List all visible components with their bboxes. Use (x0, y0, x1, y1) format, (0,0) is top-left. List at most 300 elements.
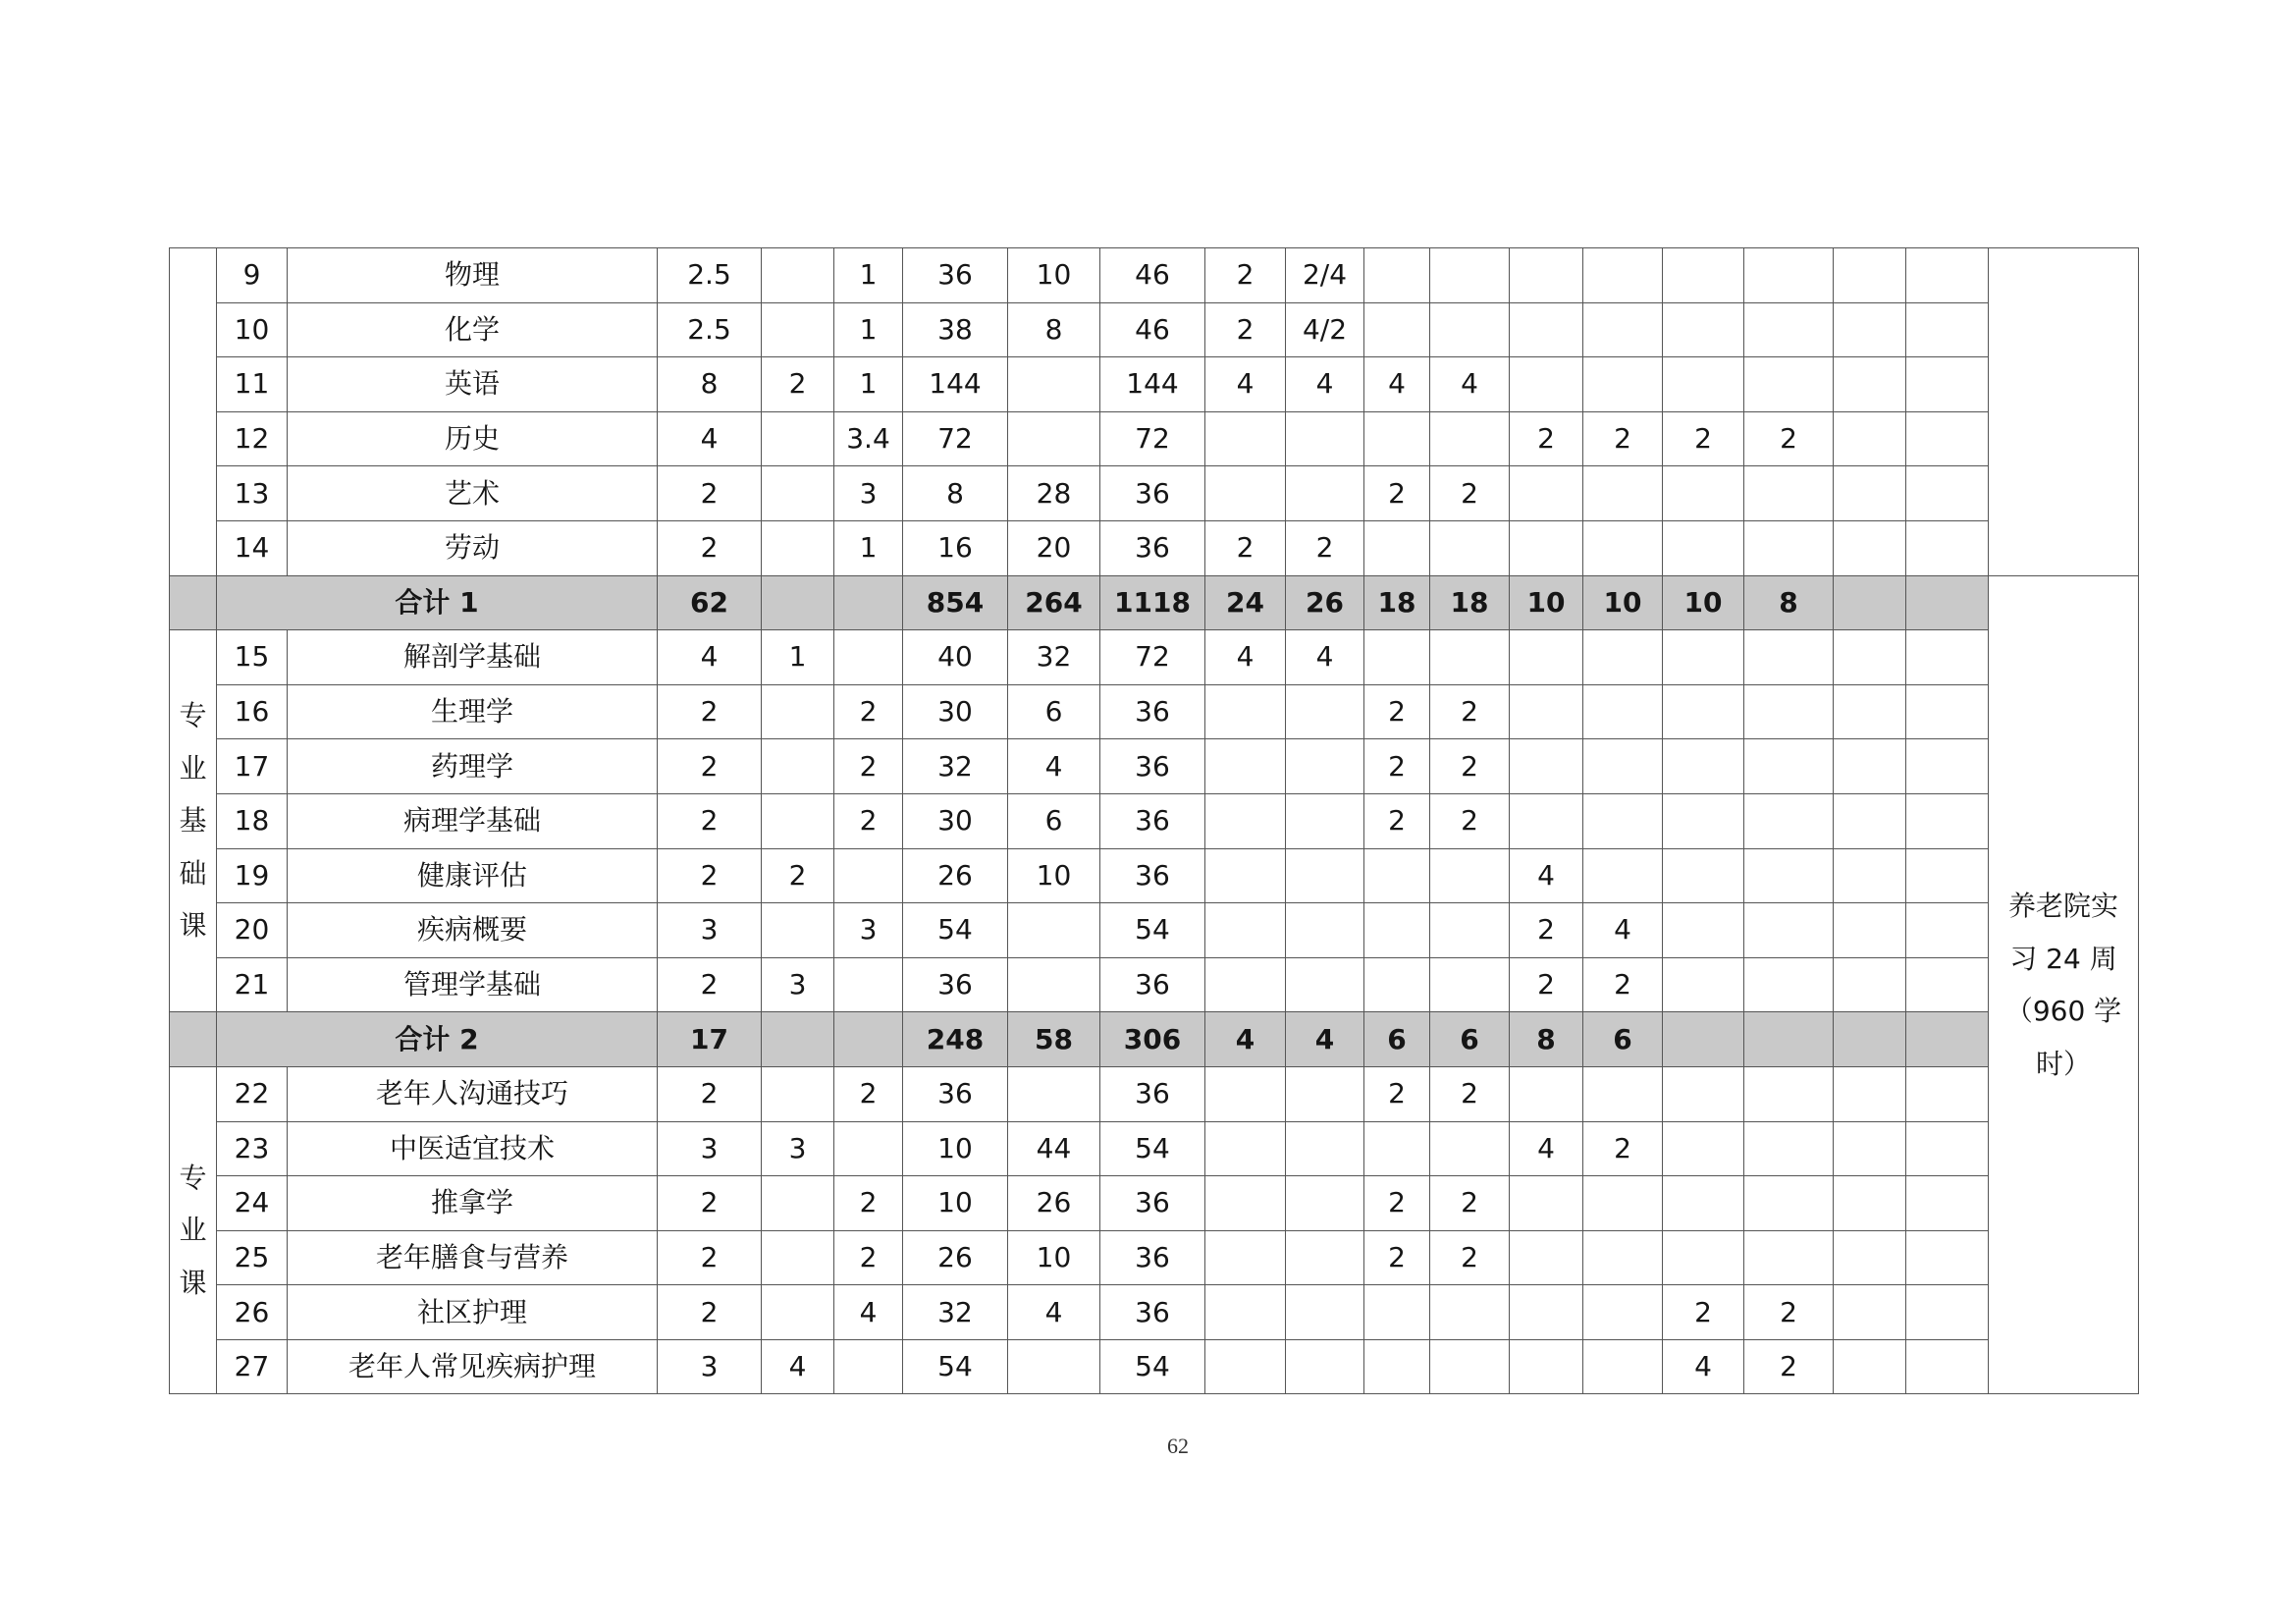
value-cell (762, 793, 834, 848)
value-cell (1906, 1285, 1989, 1340)
value-cell: 2 (658, 1230, 762, 1285)
value-cell: 2 (762, 357, 834, 412)
value-cell (762, 520, 834, 575)
value-cell (1744, 466, 1834, 521)
course-name: 社区护理 (288, 1285, 658, 1340)
value-cell (762, 1176, 834, 1231)
value-cell (1744, 739, 1834, 794)
value-cell: 28 (1008, 466, 1100, 521)
value-cell (1205, 903, 1286, 958)
value-cell: 10 (1008, 248, 1100, 303)
course-name: 历史 (288, 411, 658, 466)
course-name: 推拿学 (288, 1176, 658, 1231)
value-cell (1834, 1121, 1906, 1176)
subtotal-value (1834, 1012, 1906, 1067)
course-number: 9 (217, 248, 288, 303)
value-cell: 54 (1100, 1121, 1205, 1176)
value-cell (1205, 1121, 1286, 1176)
value-cell (1834, 630, 1906, 685)
subtotal-value: 10 (1663, 575, 1744, 630)
table-row (170, 630, 2139, 685)
value-cell: 2 (834, 684, 903, 739)
value-cell (1364, 1285, 1430, 1340)
course-number: 23 (217, 1121, 288, 1176)
value-cell (1510, 1339, 1583, 1394)
value-cell (1510, 739, 1583, 794)
value-cell: 6 (1008, 684, 1100, 739)
value-cell: 4 (1205, 630, 1286, 685)
value-cell (1834, 793, 1906, 848)
value-cell (1834, 357, 1906, 412)
value-cell: 1 (834, 520, 903, 575)
course-number: 26 (217, 1285, 288, 1340)
value-cell (1583, 793, 1663, 848)
value-cell (1286, 1176, 1364, 1231)
value-cell (1834, 684, 1906, 739)
value-cell (1430, 848, 1510, 903)
value-cell: 144 (903, 357, 1008, 412)
value-cell: 2.5 (658, 302, 762, 357)
course-number: 27 (217, 1339, 288, 1394)
table-row (170, 357, 2139, 412)
course-name: 中医适宜技术 (288, 1121, 658, 1176)
subtotal-value: 6 (1430, 1012, 1510, 1067)
value-cell (1205, 1230, 1286, 1285)
value-cell (834, 1339, 903, 1394)
value-cell (762, 739, 834, 794)
value-cell: 10 (903, 1121, 1008, 1176)
value-cell (1286, 739, 1364, 794)
value-cell: 2 (1205, 248, 1286, 303)
subtotal-row (170, 575, 2139, 630)
value-cell (762, 466, 834, 521)
page-number: 62 (1167, 1434, 1189, 1458)
category-label: 专业基础课 (179, 699, 207, 943)
value-cell: 36 (1100, 1176, 1205, 1231)
value-cell (1364, 1339, 1430, 1394)
value-cell (1663, 848, 1744, 903)
value-cell: 2 (1430, 684, 1510, 739)
value-cell: 4 (658, 411, 762, 466)
value-cell (1744, 957, 1834, 1012)
remark-text: 养老院实习 24 周（960 学时） (2004, 890, 2122, 1080)
value-cell (1906, 466, 1989, 521)
subtotal-value: 306 (1100, 1012, 1205, 1067)
value-cell: 2 (658, 1176, 762, 1231)
value-cell: 2 (658, 739, 762, 794)
value-cell (1510, 1230, 1583, 1285)
course-number: 15 (217, 630, 288, 685)
course-number: 10 (217, 302, 288, 357)
value-cell (1906, 248, 1989, 303)
value-cell (1205, 1339, 1286, 1394)
value-cell: 2 (658, 1066, 762, 1121)
value-cell (1744, 1230, 1834, 1285)
value-cell (762, 1285, 834, 1340)
value-cell (1430, 520, 1510, 575)
subtotal-label: 合计 2 (217, 1012, 658, 1067)
value-cell: 36 (903, 1066, 1008, 1121)
value-cell: 1 (834, 302, 903, 357)
value-cell (1663, 466, 1744, 521)
course-name: 健康评估 (288, 848, 658, 903)
value-cell (1286, 1066, 1364, 1121)
value-cell: 32 (903, 739, 1008, 794)
value-cell (1663, 1066, 1744, 1121)
value-cell (1286, 1230, 1364, 1285)
category-cell (170, 1066, 217, 1394)
table-row (170, 1121, 2139, 1176)
course-name: 老年膳食与营养 (288, 1230, 658, 1285)
value-cell (1583, 1230, 1663, 1285)
value-cell: 8 (1008, 302, 1100, 357)
value-cell: 10 (1008, 1230, 1100, 1285)
value-cell: 36 (1100, 520, 1205, 575)
course-number: 18 (217, 793, 288, 848)
value-cell (1430, 630, 1510, 685)
value-cell (1008, 357, 1100, 412)
value-cell: 36 (1100, 1285, 1205, 1340)
value-cell (1663, 520, 1744, 575)
course-number: 17 (217, 739, 288, 794)
subtotal-value: 6 (1364, 1012, 1430, 1067)
subtotal-value: 8 (1510, 1012, 1583, 1067)
value-cell: 30 (903, 793, 1008, 848)
value-cell (1583, 248, 1663, 303)
value-cell (1008, 957, 1100, 1012)
value-cell (1906, 848, 1989, 903)
value-cell (1510, 630, 1583, 685)
value-cell (1906, 903, 1989, 958)
value-cell: 2 (834, 1066, 903, 1121)
value-cell: 46 (1100, 248, 1205, 303)
value-cell (1364, 848, 1430, 903)
value-cell: 2 (1663, 1285, 1744, 1340)
value-cell (1364, 248, 1430, 303)
value-cell (1583, 302, 1663, 357)
value-cell (1663, 684, 1744, 739)
value-cell (1906, 411, 1989, 466)
value-cell: 2 (658, 684, 762, 739)
value-cell: 3 (658, 1121, 762, 1176)
value-cell: 2 (1364, 1176, 1430, 1231)
value-cell: 36 (1100, 739, 1205, 794)
value-cell: 54 (1100, 1339, 1205, 1394)
value-cell (1834, 1176, 1906, 1231)
course-name: 艺术 (288, 466, 658, 521)
value-cell: 2 (834, 793, 903, 848)
value-cell (762, 903, 834, 958)
value-cell (1744, 630, 1834, 685)
value-cell: 40 (903, 630, 1008, 685)
value-cell (1510, 793, 1583, 848)
subtotal-row (170, 1012, 2139, 1067)
subtotal-value: 58 (1008, 1012, 1100, 1067)
value-cell (1510, 684, 1583, 739)
value-cell: 36 (1100, 848, 1205, 903)
value-cell (1286, 684, 1364, 739)
value-cell (1906, 793, 1989, 848)
value-cell (1510, 1066, 1583, 1121)
value-cell: 2 (1744, 411, 1834, 466)
value-cell: 26 (903, 1230, 1008, 1285)
value-cell (762, 1066, 834, 1121)
value-cell: 4 (1008, 1285, 1100, 1340)
value-cell: 3 (762, 1121, 834, 1176)
value-cell (1834, 903, 1906, 958)
subtotal-value (762, 1012, 834, 1067)
value-cell: 2 (1663, 411, 1744, 466)
value-cell: 20 (1008, 520, 1100, 575)
value-cell (1906, 1176, 1989, 1231)
value-cell (834, 630, 903, 685)
value-cell (1430, 1121, 1510, 1176)
value-cell: 2 (834, 1176, 903, 1231)
value-cell: 2 (1364, 739, 1430, 794)
value-cell (1834, 411, 1906, 466)
value-cell: 32 (1008, 630, 1100, 685)
course-name: 病理学基础 (288, 793, 658, 848)
value-cell (1834, 739, 1906, 794)
value-cell (1205, 466, 1286, 521)
value-cell: 2 (1430, 1230, 1510, 1285)
value-cell (1286, 1121, 1364, 1176)
value-cell: 2 (658, 848, 762, 903)
value-cell: 44 (1008, 1121, 1100, 1176)
course-number: 25 (217, 1230, 288, 1285)
table-row (170, 957, 2139, 1012)
value-cell (1364, 957, 1430, 1012)
value-cell (1583, 520, 1663, 575)
value-cell (1286, 957, 1364, 1012)
category-label: 专业课 (179, 1161, 207, 1299)
value-cell (1583, 739, 1663, 794)
value-cell (1205, 1066, 1286, 1121)
value-cell (1834, 302, 1906, 357)
value-cell (1906, 1230, 1989, 1285)
value-cell (1663, 248, 1744, 303)
value-cell (1430, 903, 1510, 958)
value-cell (1906, 739, 1989, 794)
course-number: 12 (217, 411, 288, 466)
value-cell: 26 (1008, 1176, 1100, 1231)
value-cell (1583, 1285, 1663, 1340)
value-cell (1744, 248, 1834, 303)
value-cell: 2 (1364, 1230, 1430, 1285)
value-cell (1906, 1121, 1989, 1176)
value-cell (762, 302, 834, 357)
value-cell: 2 (658, 466, 762, 521)
value-cell (1663, 903, 1744, 958)
value-cell: 2 (1364, 793, 1430, 848)
remark-cell (1989, 575, 2139, 1394)
value-cell (1430, 1339, 1510, 1394)
table-row (170, 793, 2139, 848)
course-number: 20 (217, 903, 288, 958)
value-cell (1744, 1176, 1834, 1231)
subtotal-category-blank (170, 1012, 217, 1067)
value-cell (1906, 357, 1989, 412)
value-cell (1583, 1339, 1663, 1394)
value-cell: 3 (834, 466, 903, 521)
value-cell: 4/2 (1286, 302, 1364, 357)
table-row (170, 466, 2139, 521)
course-name: 药理学 (288, 739, 658, 794)
value-cell (1906, 1339, 1989, 1394)
subtotal-value: 10 (1510, 575, 1583, 630)
value-cell (1834, 1285, 1906, 1340)
value-cell (1205, 957, 1286, 1012)
value-cell (1430, 248, 1510, 303)
value-cell (1510, 466, 1583, 521)
subtotal-value: 1118 (1100, 575, 1205, 630)
value-cell: 2 (834, 739, 903, 794)
value-cell: 54 (903, 1339, 1008, 1394)
value-cell: 2 (1364, 1066, 1430, 1121)
value-cell: 2 (1430, 466, 1510, 521)
value-cell (1583, 684, 1663, 739)
value-cell (1286, 1339, 1364, 1394)
value-cell (1663, 630, 1744, 685)
value-cell (1205, 793, 1286, 848)
subtotal-value: 18 (1430, 575, 1510, 630)
value-cell: 2 (1205, 302, 1286, 357)
value-cell: 4 (762, 1339, 834, 1394)
value-cell: 26 (903, 848, 1008, 903)
value-cell (1906, 302, 1989, 357)
value-cell: 36 (1100, 684, 1205, 739)
subtotal-value: 26 (1286, 575, 1364, 630)
value-cell (762, 684, 834, 739)
value-cell: 4 (1205, 357, 1286, 412)
value-cell (1008, 903, 1100, 958)
table-row (170, 739, 2139, 794)
value-cell: 36 (1100, 957, 1205, 1012)
category-cell (170, 630, 217, 1012)
value-cell (1364, 411, 1430, 466)
value-cell: 4 (834, 1285, 903, 1340)
category-cell (170, 248, 217, 576)
value-cell (1205, 848, 1286, 903)
value-cell (1583, 630, 1663, 685)
value-cell: 36 (903, 248, 1008, 303)
value-cell (1663, 302, 1744, 357)
value-cell (1364, 520, 1430, 575)
value-cell (1008, 411, 1100, 466)
table-row (170, 520, 2139, 575)
value-cell: 72 (1100, 630, 1205, 685)
value-cell (834, 1121, 903, 1176)
value-cell: 2 (658, 957, 762, 1012)
value-cell (1286, 903, 1364, 958)
value-cell (1286, 1285, 1364, 1340)
value-cell: 2 (658, 1285, 762, 1340)
subtotal-label: 合计 1 (217, 575, 658, 630)
value-cell (834, 848, 903, 903)
value-cell: 4 (1008, 739, 1100, 794)
subtotal-value: 4 (1205, 1012, 1286, 1067)
value-cell (1663, 1230, 1744, 1285)
value-cell (1364, 903, 1430, 958)
value-cell (1286, 848, 1364, 903)
value-cell (1510, 302, 1583, 357)
value-cell (1663, 1121, 1744, 1176)
subtotal-value: 854 (903, 575, 1008, 630)
value-cell: 3 (658, 1339, 762, 1394)
subtotal-value (1834, 575, 1906, 630)
value-cell (1364, 630, 1430, 685)
value-cell: 3 (762, 957, 834, 1012)
value-cell: 144 (1100, 357, 1205, 412)
value-cell (1834, 466, 1906, 521)
value-cell: 2 (1430, 793, 1510, 848)
course-name: 解剖学基础 (288, 630, 658, 685)
course-name: 化学 (288, 302, 658, 357)
value-cell (1430, 411, 1510, 466)
subtotal-value (1906, 1012, 1989, 1067)
value-cell: 2 (1205, 520, 1286, 575)
table-row (170, 848, 2139, 903)
value-cell (1205, 739, 1286, 794)
course-number: 16 (217, 684, 288, 739)
course-name: 管理学基础 (288, 957, 658, 1012)
value-cell (762, 248, 834, 303)
value-cell: 4 (1430, 357, 1510, 412)
table-row (170, 248, 2139, 303)
value-cell (1744, 684, 1834, 739)
value-cell (1906, 630, 1989, 685)
value-cell: 2 (1286, 520, 1364, 575)
subtotal-value: 62 (658, 575, 762, 630)
course-number: 22 (217, 1066, 288, 1121)
value-cell (1744, 903, 1834, 958)
value-cell (1583, 848, 1663, 903)
value-cell: 2 (834, 1230, 903, 1285)
value-cell: 38 (903, 302, 1008, 357)
value-cell: 36 (1100, 466, 1205, 521)
course-schedule-table (169, 247, 2139, 1394)
value-cell: 36 (1100, 1230, 1205, 1285)
value-cell (1583, 466, 1663, 521)
value-cell: 8 (903, 466, 1008, 521)
value-cell: 2 (1583, 411, 1663, 466)
subtotal-value: 6 (1583, 1012, 1663, 1067)
value-cell (1510, 248, 1583, 303)
value-cell: 2 (1430, 739, 1510, 794)
value-cell: 2 (1364, 466, 1430, 521)
value-cell: 2 (1510, 903, 1583, 958)
value-cell: 10 (1008, 848, 1100, 903)
value-cell (1906, 1066, 1989, 1121)
value-cell: 3.4 (834, 411, 903, 466)
value-cell: 30 (903, 684, 1008, 739)
value-cell: 3 (658, 903, 762, 958)
value-cell: 32 (903, 1285, 1008, 1340)
value-cell (1834, 957, 1906, 1012)
value-cell: 4 (1583, 903, 1663, 958)
value-cell: 2 (1510, 411, 1583, 466)
value-cell: 2.5 (658, 248, 762, 303)
value-cell: 2 (762, 848, 834, 903)
value-cell: 2/4 (1286, 248, 1364, 303)
value-cell: 2 (1744, 1339, 1834, 1394)
value-cell: 2 (1430, 1176, 1510, 1231)
value-cell (1286, 793, 1364, 848)
value-cell (1205, 1176, 1286, 1231)
value-cell (1834, 1066, 1906, 1121)
course-name: 老年人沟通技巧 (288, 1066, 658, 1121)
value-cell: 2 (1744, 1285, 1834, 1340)
